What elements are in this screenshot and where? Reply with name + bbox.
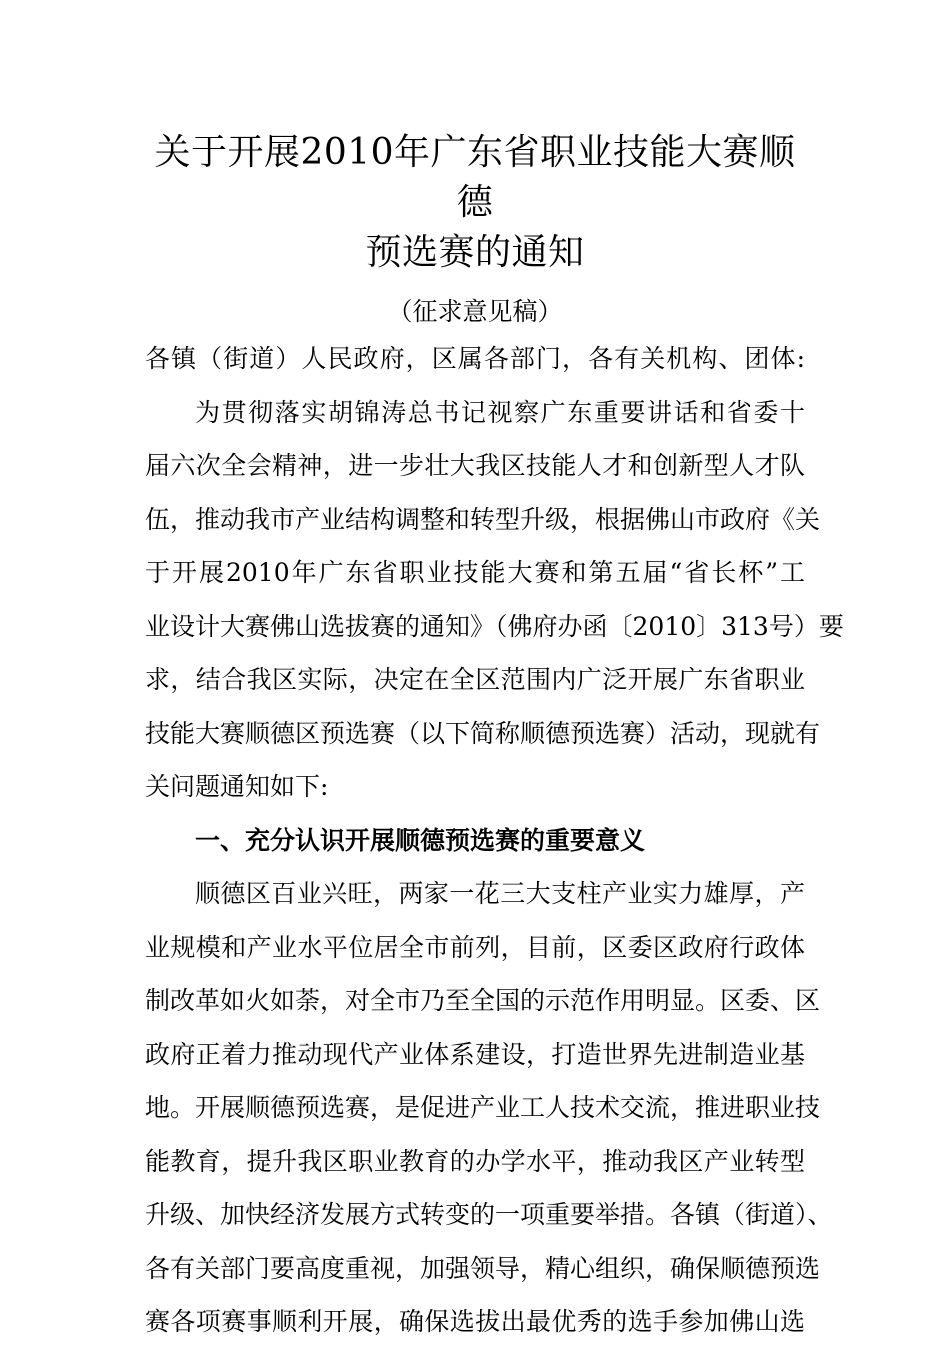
paragraph-line: 伍，推动我市产业结构调整和转型升级，根据佛山市政府《关 [145,504,821,534]
paragraph-line: 关问题通知如下: [145,772,329,801]
document-title [145,128,805,278]
paragraph-line: 各有关部门要高度重视，加强领导，精心组织，确保顺德预选 [145,1253,821,1283]
paragraph-line: 届六次全会精神，进一步壮大我区技能人才和创新型人才队 [145,451,805,480]
section1-paragraph [145,867,833,1349]
paragraph-line: 政府正着力推动现代产业体系建设，打造世界先进制造业基 [145,1039,805,1069]
title-line-1: 关于开展2010年广东省职业技能大赛顺德 [154,132,796,223]
salutation: 各镇（街道）人民政府，区属各部门，各有关机构、团体: [145,344,805,373]
paragraph-line: 业设计大赛佛山选拔赛的通知》（佛府办函〔2010〕313号）要 [145,611,844,641]
paragraph-line: 顺德区百业兴旺，两家一花三大支柱产业实力雄厚，产 [195,879,805,908]
paragraph-line: 业规模和产业水平位居全市前列，目前，区委区政府行政体 [145,932,805,962]
document-subtitle: （征求意见稿） [387,297,563,326]
title-line-2: 预选赛的通知 [365,232,585,273]
paragraph-line: 于开展2010年广东省职业技能大赛和第五届“省长杯”工 [145,558,805,587]
section-heading: 一、充分认识开展顺德预选赛的重要意义 [195,825,646,855]
paragraph-line: 地。开展顺德预选赛，是促进产业工人技术交流，推进职业技 [145,1093,821,1122]
paragraph-line: 升级、加快经济发展方式转变的一项重要举措。各镇（街道）、 [145,1200,833,1229]
paragraph-line: 技能大赛顺德区预选赛（以下简称顺德预选赛）活动，现就有 [145,718,821,748]
paragraph-line: 为贯彻落实胡锦涛总书记视察广东重要讲话和省委十 [195,397,805,427]
paragraph-line: 能教育，提升我区职业教育的办学水平，推动我区产业转型 [145,1146,805,1176]
paragraph-line: 求，结合我区实际，决定在全区范围内广泛开展广东省职业 [145,665,805,694]
paragraph-line: 制改革如火如荼，对全市乃至全国的示范作用明显。区委、区 [145,986,821,1015]
intro-paragraph [145,386,844,814]
paragraph-line: 赛各项赛事顺利开展，确保选拔出最优秀的选手参加佛山选 [145,1307,805,1336]
